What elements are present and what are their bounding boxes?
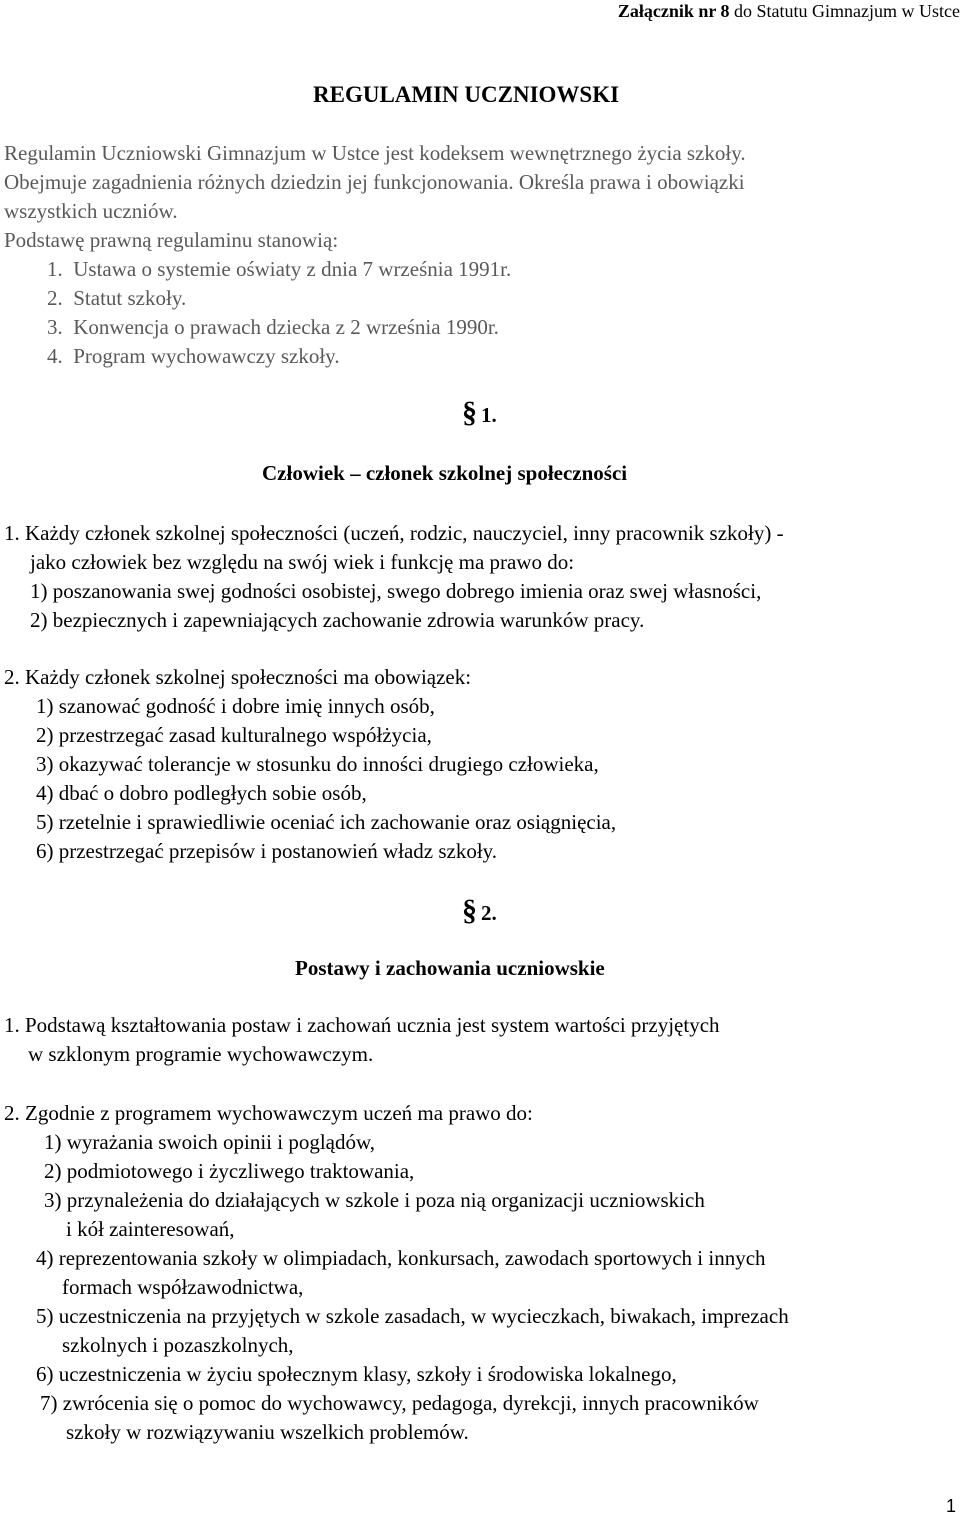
legal-basis-item: 3. Konwencja o prawach dziecka z 2 września 1990r. bbox=[47, 315, 499, 339]
list-item: 6) uczestniczenia w życiu społecznym klasy, szkoły i środowiska lokalnego, bbox=[36, 1362, 677, 1386]
section-2-marker bbox=[462, 894, 497, 928]
paragraph-line: 2. Zgodnie z programem wychowawczym uczeń ma prawo do: bbox=[4, 1101, 533, 1125]
intro-line: wszystkich uczniów. bbox=[4, 199, 178, 223]
paragraph-line: 1. Podstawą kształtowania postaw i zachowań ucznia jest system wartości przyjętych bbox=[4, 1013, 720, 1037]
header-annex-label: Załącznik nr 8 bbox=[617, 1, 730, 21]
list-item: 6) przestrzegać przepisów i postanowień władz szkoły. bbox=[36, 839, 498, 863]
section-1-heading: Człowiek – członek szkolnej społeczności bbox=[262, 461, 628, 485]
section-number: 1. bbox=[481, 403, 497, 427]
section-symbol: § bbox=[462, 396, 477, 429]
page-header bbox=[618, 0, 960, 22]
page-number: 1 bbox=[945, 1496, 956, 1516]
list-item-continuation: szkolnych i pozaszkolnych, bbox=[62, 1333, 294, 1357]
list-item: 4) reprezentowania szkoły w olimpiadach, konkursach, zawodach sportowych i innych bbox=[36, 1246, 766, 1270]
section-2-heading: Postawy i zachowania uczniowskie bbox=[295, 956, 605, 980]
section-1-marker bbox=[462, 396, 497, 430]
header-annex-rest: do Statutu Gimnazjum w Ustce bbox=[729, 1, 960, 21]
paragraph-line: 2. Każdy członek szkolnej społeczności ma obowiązek: bbox=[4, 665, 472, 689]
section-symbol: § bbox=[462, 894, 477, 927]
list-item-continuation: i kół zainteresowań, bbox=[66, 1217, 235, 1241]
legal-basis-item: 1. Ustawa o systemie oświaty z dnia 7 września 1991r. bbox=[47, 257, 512, 281]
list-item: 4) dbać o dobro podległych sobie osób, bbox=[36, 781, 367, 805]
list-item: 3) okazywać tolerancje w stosunku do inności drugiego człowieka, bbox=[36, 752, 599, 776]
list-item: 2) przestrzegać zasad kulturalnego współżycia, bbox=[36, 723, 432, 747]
list-item: 3) przynależenia do działających w szkole i poza nią organizacji uczniowskich bbox=[44, 1188, 705, 1212]
section-number: 2. bbox=[481, 901, 497, 925]
paragraph-line: jako człowiek bez względu na swój wiek i funkcję ma prawo do: bbox=[30, 550, 575, 574]
list-item: 5) rzetelnie i sprawiedliwie oceniać ich zachowanie oraz osiągnięcia, bbox=[36, 810, 617, 834]
list-item: 5) uczestniczenia na przyjętych w szkole zasadach, w wycieczkach, biwakach, imprezach bbox=[36, 1304, 789, 1328]
list-item-continuation: szkoły w rozwiązywaniu wszelkich problemów. bbox=[66, 1420, 469, 1444]
intro-line: Obejmuje zagadnienia różnych dziedzin jej funkcjonowania. Określa prawa i obowiązki bbox=[4, 170, 745, 194]
list-item-continuation: formach współzawodnictwa, bbox=[62, 1275, 304, 1299]
list-item: 2) podmiotowego i życzliwego traktowania, bbox=[44, 1159, 415, 1183]
intro-line: Regulamin Uczniowski Gimnazjum w Ustce jest kodeksem wewnętrznego życia szkoły. bbox=[4, 141, 746, 165]
list-item: 7) zwrócenia się o pomoc do wychowawcy, pedagoga, dyrekcji, innych pracowników bbox=[40, 1391, 759, 1415]
paragraph-line: w szklonym programie wychowawczym. bbox=[28, 1042, 374, 1066]
paragraph-line: 1. Każdy członek szkolnej społeczności (uczeń, rodzic, nauczyciel, inny pracownik szkoły) - bbox=[4, 521, 784, 545]
list-item: 2) bezpiecznych i zapewniających zachowanie zdrowia warunków pracy. bbox=[30, 608, 645, 632]
legal-basis-item: 4. Program wychowawczy szkoły. bbox=[47, 344, 340, 368]
list-item: 1) szanować godność i dobre imię innych osób, bbox=[36, 694, 435, 718]
intro-line: Podstawę prawną regulaminu stanowią: bbox=[4, 228, 339, 252]
list-item: 1) poszanowania swej godności osobistej, swego dobrego imienia oraz swej własności, bbox=[30, 579, 762, 603]
legal-basis-item: 2. Statut szkoły. bbox=[47, 286, 187, 310]
document-title: REGULAMIN UCZNIOWSKI bbox=[313, 82, 620, 107]
list-item: 1) wyrażania swoich opinii i poglądów, bbox=[44, 1130, 376, 1154]
